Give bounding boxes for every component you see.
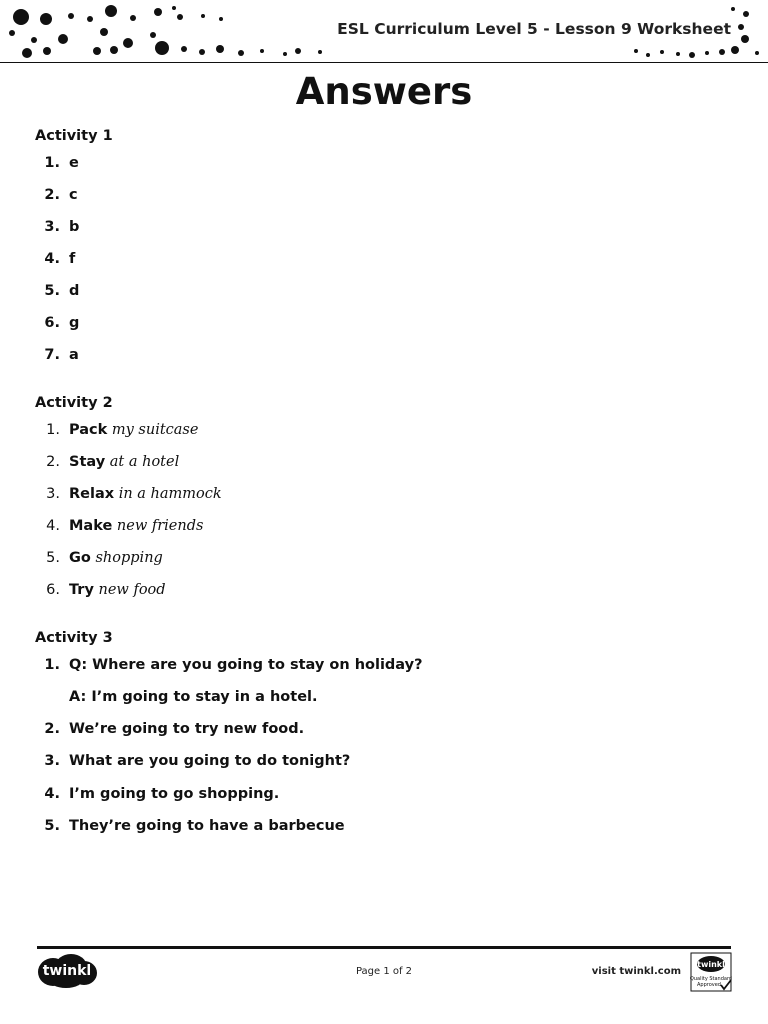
item-number: 5. — [44, 283, 60, 299]
item-number: 1. — [44, 657, 60, 673]
activity-1-heading: Activity 1 — [35, 128, 113, 144]
item-answer: I’m going to go shopping. — [69, 786, 280, 802]
footer-divider — [37, 946, 731, 949]
activity-2-heading: Activity 2 — [35, 395, 113, 411]
item-answer: e — [69, 155, 79, 171]
item-verb: Relax — [69, 486, 115, 502]
list-item — [20, 657, 423, 677]
header-divider — [0, 62, 768, 63]
item-phrase: new food — [98, 582, 166, 598]
list-item — [20, 219, 79, 239]
item-phrase: shopping — [95, 550, 163, 566]
list-item — [20, 721, 304, 741]
item-number: 3. — [44, 753, 60, 769]
item-number: 4. — [46, 518, 60, 534]
list-item — [20, 818, 345, 838]
item-answer: b — [69, 219, 80, 235]
list-item — [20, 251, 75, 271]
item-answer: What are you going to do tonight? — [69, 753, 351, 769]
item-answer: d — [69, 283, 80, 299]
page-title: Answers — [295, 70, 473, 113]
item-answer: A: I’m going to stay in a hotel. — [69, 689, 318, 705]
list-item — [20, 689, 318, 709]
list-item — [20, 454, 179, 474]
list-item — [20, 582, 166, 602]
item-answer: g — [69, 315, 80, 331]
badge-line-2: Approved — [697, 982, 721, 988]
list-item — [20, 422, 198, 442]
item-number: 3. — [44, 219, 60, 235]
item-phrase: new friends — [116, 518, 204, 534]
item-verb: Stay — [69, 454, 106, 470]
item-phrase: in a hammock — [118, 486, 222, 502]
worksheet-title: ESL Curriculum Level 5 - Lesson 9 Worksheet — [337, 20, 731, 38]
item-answer: a — [69, 347, 79, 363]
list-item — [20, 347, 79, 367]
item-number: 2. — [44, 721, 60, 737]
item-number: 2. — [46, 454, 60, 470]
item-verb: Try — [69, 582, 94, 598]
item-answer: Q: Where are you going to stay on holiday? — [69, 657, 423, 673]
item-phrase: my suitcase — [111, 422, 199, 438]
list-item — [20, 786, 279, 806]
decorative-dots-left — [0, 0, 340, 62]
item-verb: Go — [69, 550, 91, 566]
item-number: 1. — [46, 422, 60, 438]
item-number: 6. — [44, 315, 60, 331]
page-header — [0, 0, 768, 64]
quality-badge — [690, 952, 734, 994]
list-item — [20, 486, 222, 506]
badge-line-1: Quality Standard — [690, 976, 733, 982]
item-answer: f — [69, 251, 76, 267]
visit-link[interactable]: visit twinkl.com — [591, 966, 681, 977]
item-answer: We’re going to try new food. — [69, 721, 305, 737]
item-phrase: at a hotel — [109, 454, 180, 470]
item-verb: Make — [69, 518, 113, 534]
item-answer: They’re going to have a barbecue — [69, 818, 345, 834]
logo-text: twinkl — [42, 963, 92, 979]
list-item — [20, 518, 203, 538]
item-number: 1. — [44, 155, 60, 171]
item-verb: Pack — [69, 422, 108, 438]
item-number: 5. — [44, 818, 60, 834]
item-number: 2. — [44, 187, 60, 203]
item-number: 7. — [44, 347, 60, 363]
list-item — [20, 155, 79, 175]
item-number: 4. — [44, 786, 60, 802]
badge-brand: twinkl — [697, 960, 725, 969]
item-number: 6. — [46, 582, 60, 598]
item-number: 5. — [46, 550, 60, 566]
item-number: 4. — [44, 251, 60, 267]
list-item — [20, 550, 163, 570]
page-number: Page 1 of 2 — [355, 966, 413, 977]
list-item — [20, 283, 79, 303]
list-item — [20, 187, 78, 207]
activity-3-heading: Activity 3 — [35, 630, 113, 646]
list-item — [20, 315, 79, 335]
item-answer: c — [69, 187, 78, 203]
list-item — [20, 753, 350, 773]
item-number: 3. — [46, 486, 60, 502]
